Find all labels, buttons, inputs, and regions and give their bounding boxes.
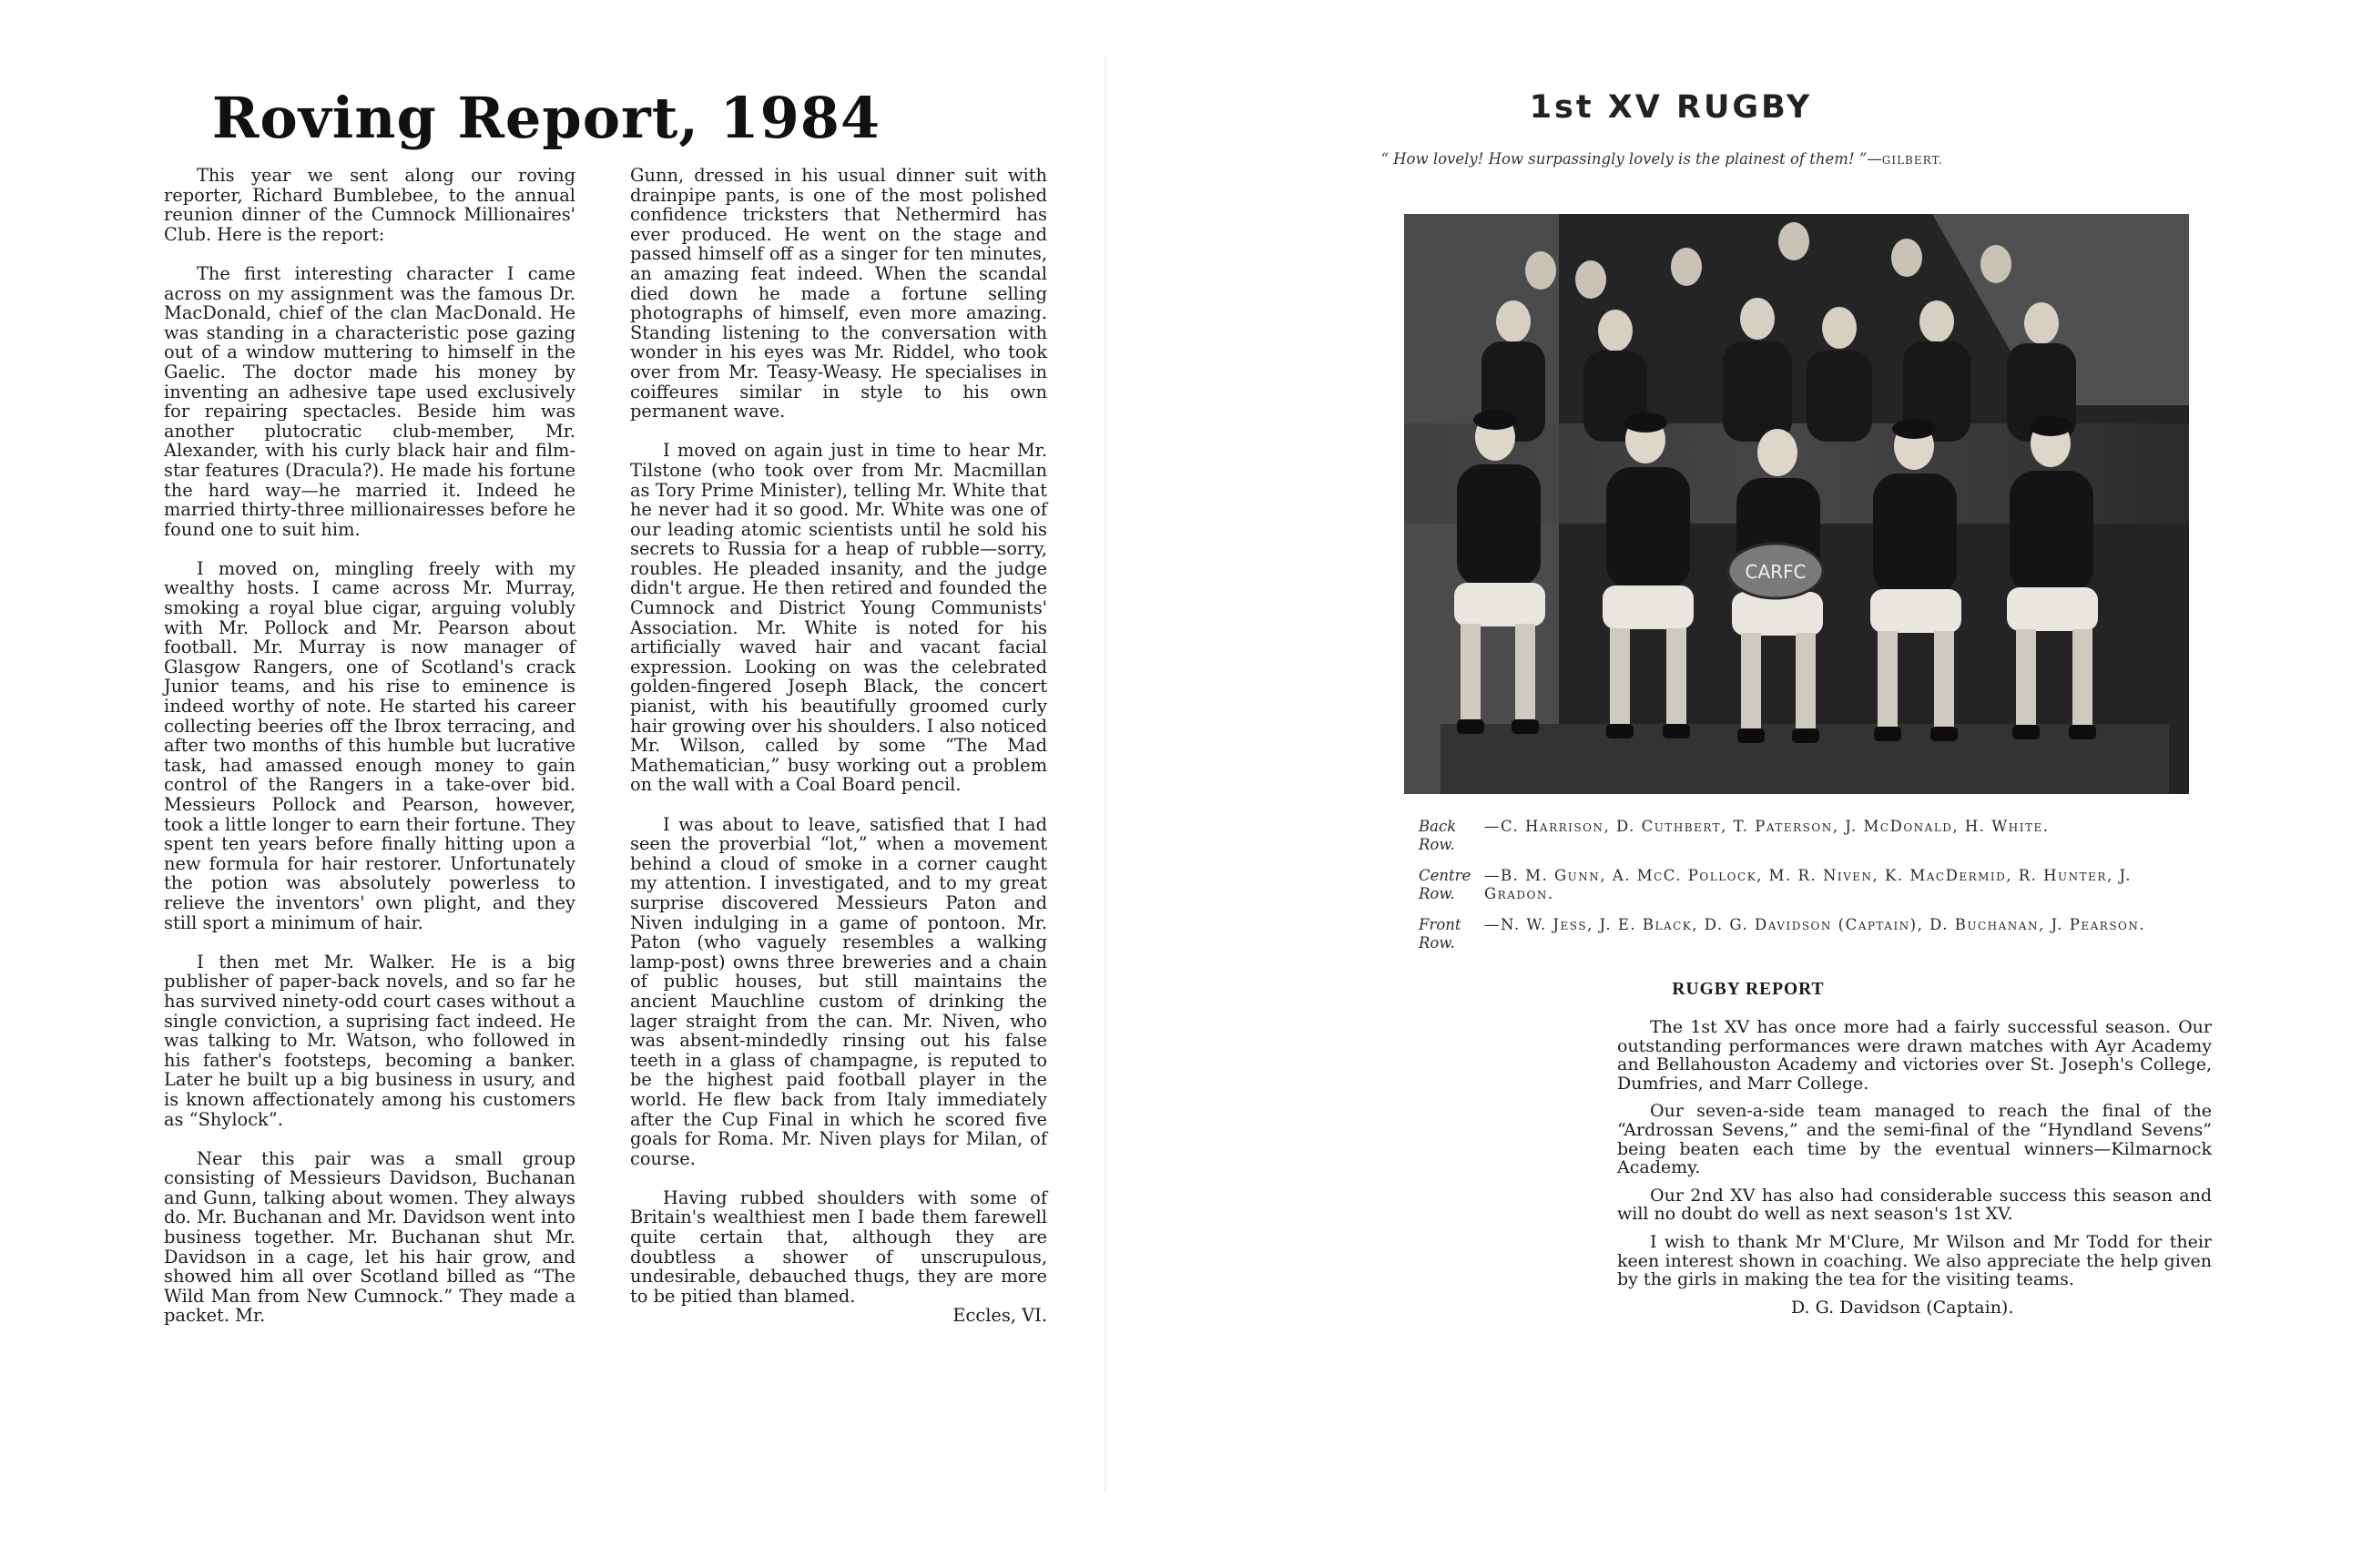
article-title: Roving Report, 1984 <box>211 85 881 151</box>
report-paragraph: Our 2nd XV has also had considerable success this season and will no doubt do well as next season's 1st XV. <box>1617 1185 2212 1225</box>
caption-names: —C. Harrison, D. Cuthbert, T. Paterson, J. McDonald, H. White. <box>1484 818 2050 835</box>
caption-back-row <box>1419 818 2200 854</box>
report-paragraph: I wish to thank Mr M'Clure, Mr Wilson and Mr Todd for their keen interest shown in coaching. We also appreciate the help given by the girls in making the tea for the visiting teams. <box>1617 1231 2212 1290</box>
caption-label: Centre Row. <box>1419 867 1471 902</box>
epigraph <box>1252 150 2072 168</box>
report-body <box>1617 1018 2212 1326</box>
section-title: 1st XV RUGBY <box>1529 89 1813 126</box>
caption-label: Front Row. <box>1419 916 1461 952</box>
team-photo <box>1404 214 2189 794</box>
article-column-2 <box>630 166 1047 1346</box>
ball-label: CARFC <box>1745 561 1807 583</box>
report-paragraph: The 1st XV has once more had a fairly successful season. Our outstanding performances were drawn matches with Ayr Academy and Bellahouston Academy and victories over St. Joseph's College, Dumfries, and Marr College. <box>1617 1017 2212 1094</box>
article-paragraph: Having rubbed shoulders with some of Britain's wealthiest men I bade them farewell quite certain that, although they are doubtless a shower of unscrupulous, undesirable, debauched thugs, they are more to be pitied than blamed. <box>630 1186 1047 1307</box>
article-paragraph: The first interesting character I came across on my assignment was the famous Dr. MacDonald, chief of the clan MacDonald. He was standing in a characteristic pose gazing out of a window muttering to himself in the Gaelic. The doctor made his money by inventing an adhesive tape used exclusively for repairing spectacles. Beside him was another plutocratic club-member, Mr. Alexander, with his curly black hair and film-star features (Dracula?). He made his fortune the hard way—he married it. Indeed he married thirty-three millionairesses before he found one to suit him. <box>164 262 575 540</box>
photo-captions <box>1419 818 2200 965</box>
caption-label: Back Row. <box>1419 818 1457 853</box>
report-title: RUGBY REPORT <box>1672 980 1825 999</box>
article-signoff: Eccles, VI. <box>952 1305 1047 1327</box>
epigraph-quote: “ How lovely! How surpassingly lovely is the plainest of them! ”— <box>1380 150 1882 168</box>
article-paragraph: I moved on again just in time to hear Mr. Tilstone (who took over from Mr. Macmillan as Tory Prime Minister), telling Mr. White that he never had it so good. Mr. White was one of our leading atomic scientists until he sold his secrets to Russia for a heap of rubble—sorry, roubles. He pleaded insanity, and the judge didn't argue. He then retired and founded the Cumnock and District Young Communists' Association. Mr. White is noted for his artificially waved hair and vacant facial expression. Looking on was the celebrated golden-fingered Joseph Black, the concert pianist, with his beautifully groomed curly hair growing over his shoulders. I also noticed Mr. Wilson, called by some “The Mad Mathematician,” busy working out a problem on the wall with a Coal Board pencil. <box>630 440 1047 796</box>
article-paragraph: I moved on, mingling freely with my wealthy hosts. I came across Mr. Murray, smoking a royal blue cigar, arguing volubly with Mr. Pollock and Mr. Pearson about football. Mr. Murray is now manager of Glasgow Rangers, one of Scotland's crack Junior teams, and his rise to eminence is indeed worthy of note. He started his career collecting beeries off the Ibrox terracing, and after two months of this humble but lucrative task, had amassed enough money to gain control of the Rangers in a take-over bid. Messieurs Pollock and Pearson, however, took a little longer to earn their fortune. They spent ten years before finally hitting upon a new formula for hair restorer. Unfortunately the potion was absolutely powerless to relieve the inventors' own plight, and they still sport a minimum of hair. <box>164 557 575 933</box>
article-paragraph: I then met Mr. Walker. He is a big publisher of paper-back novels, and so far he has survived ninety-odd court cases without a single conviction, a suprising fact indeed. He was talking to Mr. Watson, who followed in his father's footsteps, becoming a banker. Later he built up a big business in usury, and is known affectionately among his customers as “Shylock”. <box>164 951 575 1130</box>
article-paragraph: Gunn, dressed in his usual dinner suit with drainpipe pants, is one of the most polished confidence tricksters that Nethermird has ever produced. He went on the stage and passed himself off as a singer for ten minutes, an amazing feat indeed. When the scandal died down he made a fortune selling photographs of himself, even more amazing. Standing listening to the conversation with wonder in his eyes was Mr. Riddel, who took over from Mr. Teasy-Weasy. He specialises in coiffeures similar in style to his own permanent wave. <box>630 165 1047 423</box>
report-signoff: D. G. Davidson (Captain). <box>1791 1297 2014 1318</box>
left-page <box>0 0 1106 1568</box>
right-page <box>1106 0 2362 1568</box>
caption-front-row <box>1419 916 2200 952</box>
article-paragraph: I was about to leave, satisfied that I had seen the proverbial “lot,” when a movement behind a cloud of smoke in a corner caught my attention. I investigated, and to my great surprise discovered Messieurs Paton and Niven indulging in a game of pontoon. Mr. Paton (who vaguely resembles a walking lamp-post) owns three breweries and a chain of public houses, but still maintains the ancient Mauchline custom of drinking the lager straight from the can. Mr. Niven, who was absent-mindedly rinsing out his false teeth in a glass of champagne, is reputed to be the highest paid football player in the world. He flew back from Italy immediately after the Cup Final in which he scored five goals for Roma. Mr. Niven plays for Milan, of course. <box>630 813 1047 1169</box>
report-paragraph: Our seven-a-side team managed to reach the final of the “Ardrossan Sevens,” and the semi-final of the “Hyndland Sevens” being beaten each time by the eventual winners—Kilmarnock Academy. <box>1617 1101 2212 1178</box>
article-column-1 <box>164 166 575 1326</box>
caption-names: —N. W. Jess, J. E. Black, D. G. Davidson (Captain), D. Buchanan, J. Pearson. <box>1484 916 2146 933</box>
epigraph-author: GILBERT. <box>1881 154 1943 167</box>
caption-names: —B. M. Gunn, A. McC. Pollock, M. R. Niven, K. MacDermid, R. Hunter, J. Gradon. <box>1484 867 2133 902</box>
caption-centre-row <box>1419 867 2200 903</box>
article-paragraph: This year we sent along our roving reporter, Richard Bumblebee, to the annual reunion dinner of the Cumnock Millionaires' Club. Here is the report: <box>164 165 575 245</box>
article-paragraph: Near this pair was a small group consisting of Messieurs Davidson, Buchanan and Gunn, talking about women. They always do. Mr. Buchanan and Mr. Davidson went into business together. Mr. Buchanan shut Mr. Davidson in a cage, let his hair grow, and showed him all over Scotland billed as “The Wild Man from New Cumnock.” They made a packet. Mr. <box>164 1147 575 1327</box>
